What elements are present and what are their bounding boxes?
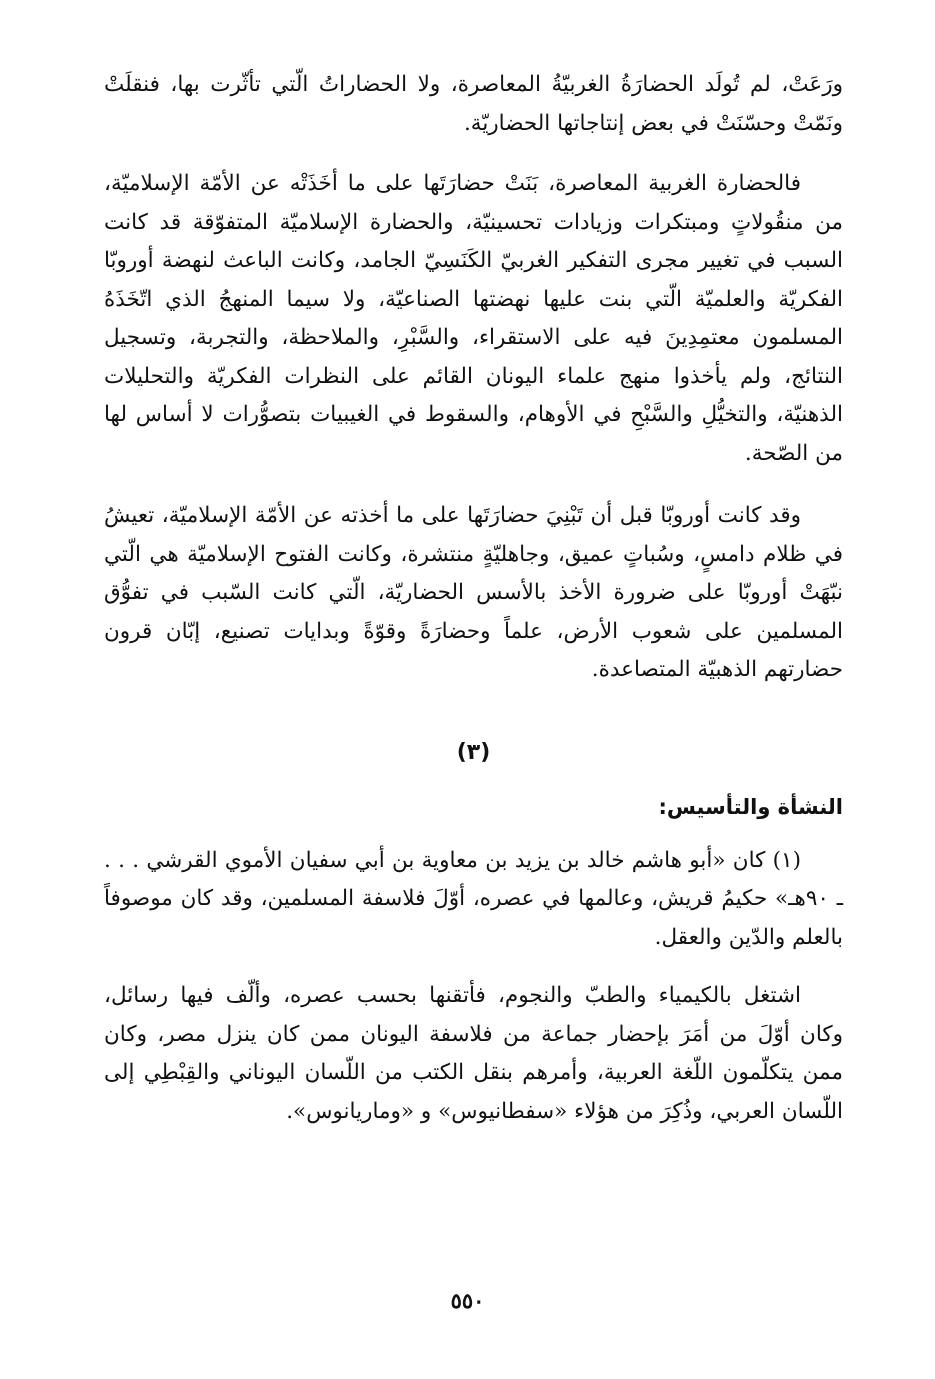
page-number: ٥٥٠ <box>450 1288 485 1313</box>
paragraph: ورَعَتْ، لم تُولَد الحضارَةُ الغربيّةُ المعاصرة، ولا الحضاراتُ الّتي تأثّرت بها، فنقلَتْ ونَمّتْ وحسّنَتْ في بعض إنتاجاتها الحضاريّة. <box>104 72 843 136</box>
section-number: (٣) <box>456 739 491 765</box>
paragraph: وقد كانت أوروبّا قبل أن تَبْنِيَ حضارَتَها على ما أخذته عن الأمّة الإسلاميّة، تعيشُ في ظلام دامسٍ، وسُباتٍ عميق، وجاهليّةٍ منتشرة، وكانت الفتوح الإسلاميّة هي الّتي نبّهَتْ أوروبّا على ضرورة الأخذ بالأسس الحضاريّة، الّتي كانت السّبب في تفوُّق المسلمين على شعوب الأرض، علماً وحضارَةً وقوّةً وبدايات تصنيع، إبّان قرون حضارتهم الذهبيّة المتصاعدة. <box>104 503 843 682</box>
section-heading: النشأة والتأسيس: <box>658 794 843 819</box>
paragraph: اشتغل بالكيمياء والطبّ والنجوم، فأتقنها بحسب عصره، وألّف فيها رسائل، وكان أوّلَ من أمَرَ بإحضار جماعة من فلاسفة اليونان ممن كان ينزل مصر، وكان ممن يتكلّمون اللّغة العربية، وأمرهم بنقل الكتب من اللّسان اليوناني والقِبْطِي إلى اللّسان العربي، وذُكِرَ من هؤلاء «سفطانيوس» و «وماريانوس». <box>104 983 843 1124</box>
paragraph: فالحضارة الغربية المعاصرة، بَنَتْ حضارَتَها على ما أخَذَتْه عن الأمّة الإسلاميّة، من منقُولاتٍ ومبتكرات وزيادات تحسينيّة، والحضارة الإسلاميّة المتفوّقة قد كانت السبب في تغيير مجرى التفكير الغربيّ الكَنَسِيّ الجامد، وكانت الباعث لنهضة أوروبّا الفكريّة والعلميّة الّتي بنت عليها نهضتها الصناعيّة، ولا سيما المنهجُ الذي اتّخَذَهُ المسلمون معتمِدِينَ فيه على الاستقراء، والسَّبْرِ، والملاحظة، والتجربة، وتسجيل النتائج، ولم يأخذوا منهج علماء اليونان القائم على النظرات الفكريّة والتحليلات الذهنيّة، والتخيُّلِ والسَّبْحِ في الأوهام، والسقوط في الغيبيات بتصوُّرات لا أساس لها من الصّحة. <box>104 171 843 466</box>
paragraph: (١) كان «أبو هاشم خالد بن يزيد بن معاوية بن أبي سفيان الأموي القرشي . . . ـ ٩٠هـ» حكيمُ قريش، وعالمها في عصره، أوّلَ فلاسفة المسلمين، وقد كان موصوفاً بالعلم والدّين والعقل. <box>104 847 843 950</box>
